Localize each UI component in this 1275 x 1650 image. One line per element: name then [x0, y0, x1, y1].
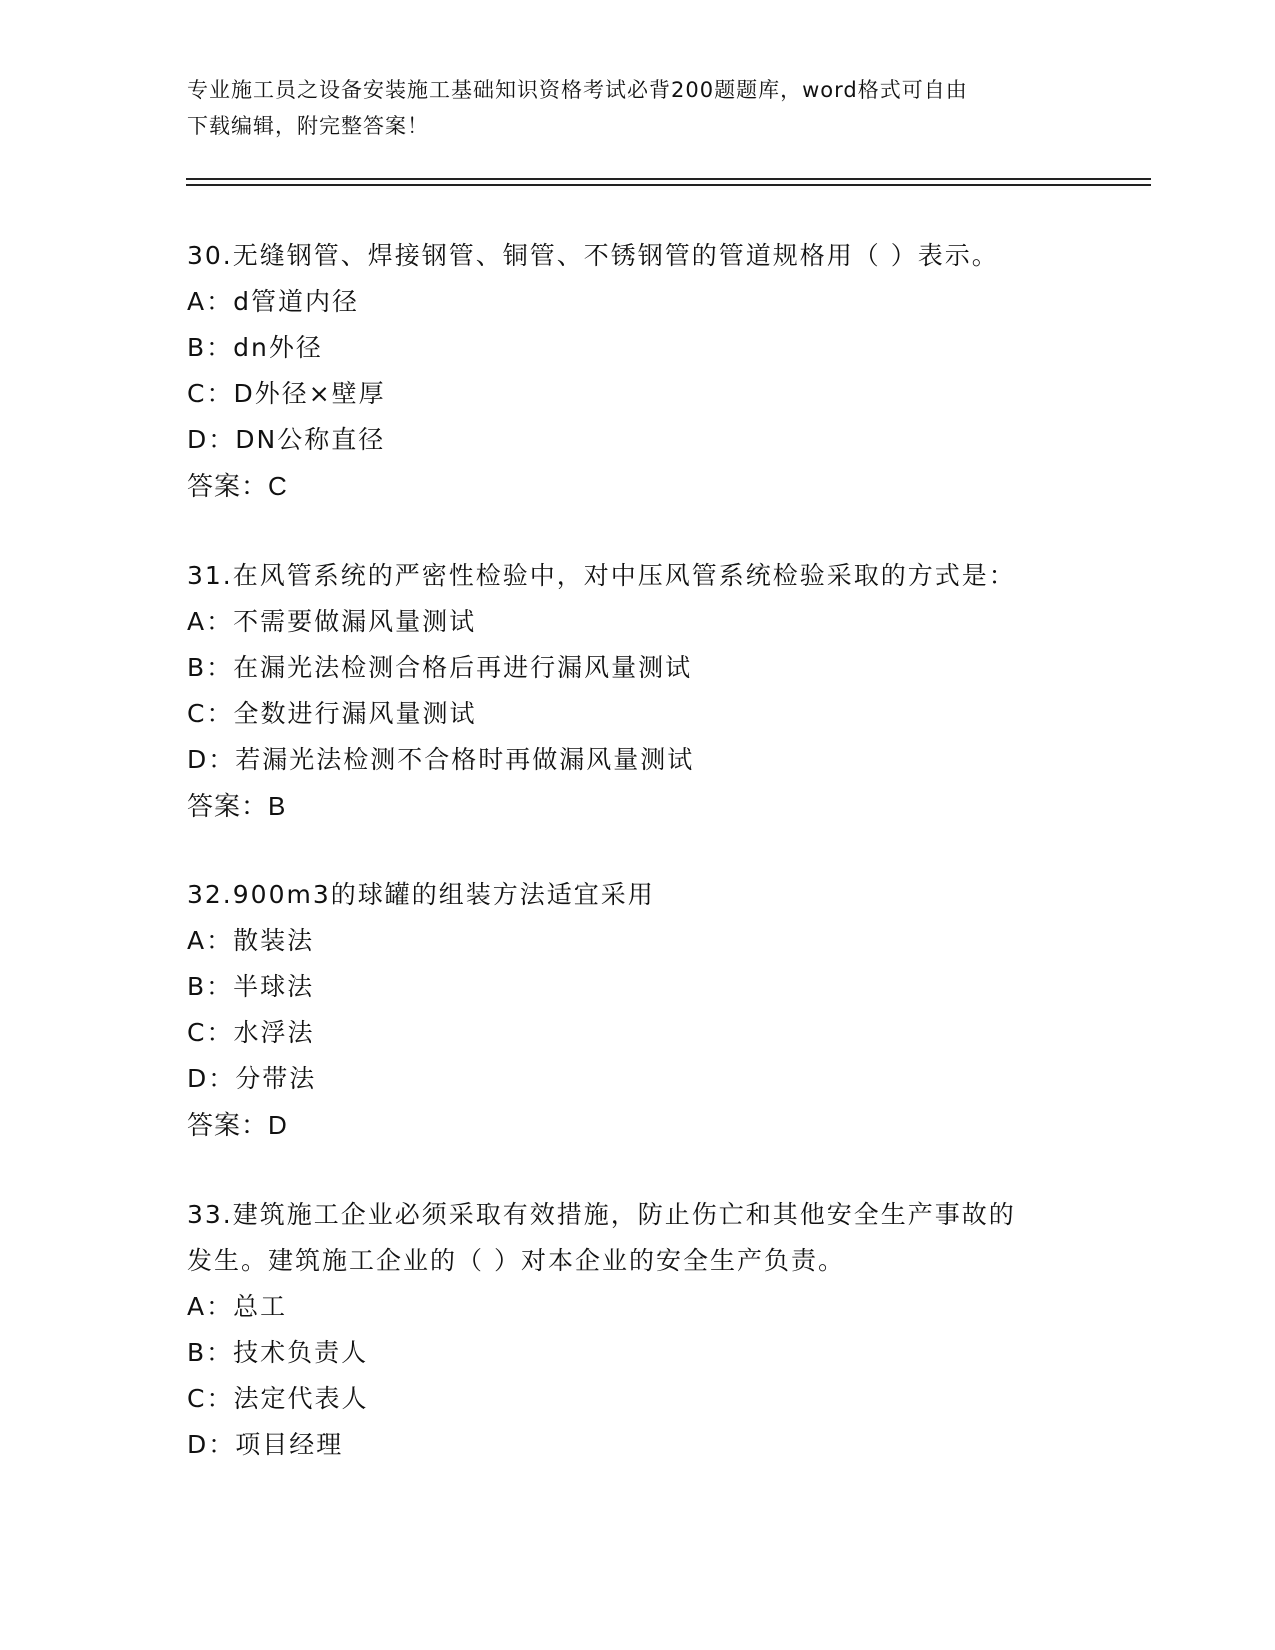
- answer-label: 答案：B: [187, 791, 287, 821]
- answer-label: 答案：D: [187, 1110, 288, 1140]
- option-b: B：技术负责人: [187, 1338, 369, 1367]
- question-stem: 31.在风管系统的严密性检验中，对中压风管系统检验采取的方式是：: [187, 561, 1016, 590]
- header-line-2: 下载编辑，附完整答案！: [187, 114, 429, 138]
- question-33: [187, 1192, 1087, 1468]
- question-31: [187, 553, 1087, 829]
- option-c: C：全数进行漏风量测试: [187, 699, 477, 728]
- header-divider-top: [186, 178, 1151, 180]
- answer-label: 答案：C: [187, 471, 288, 501]
- option-a: A：总工: [187, 1292, 288, 1321]
- option-a: A：散装法: [187, 926, 315, 955]
- question-stem-line-1: 33.建筑施工企业必须采取有效措施，防止伤亡和其他安全生产事故的: [187, 1200, 1016, 1229]
- option-b: B：半球法: [187, 972, 315, 1001]
- option-b: B：dn外径: [187, 333, 323, 362]
- option-c: C：水浮法: [187, 1018, 315, 1047]
- option-a: A：d管道内径: [187, 287, 359, 316]
- question-30: [187, 233, 1087, 509]
- option-d: D：分带法: [187, 1064, 317, 1093]
- option-d: D：DN公称直径: [187, 425, 386, 454]
- option-a: A：不需要做漏风量测试: [187, 607, 477, 636]
- question-32: [187, 872, 1087, 1148]
- question-stem: 30.无缝钢管、焊接钢管、铜管、不锈钢管的管道规格用（ ）表示。: [187, 241, 999, 270]
- option-d: D：若漏光法检测不合格时再做漏风量测试: [187, 745, 695, 774]
- header-line-1: 专业施工员之设备安装施工基础知识资格考试必背200题题库，word格式可自由: [187, 78, 968, 102]
- header-divider-bottom: [186, 184, 1151, 186]
- option-d: D：项目经理: [187, 1430, 344, 1459]
- question-stem-line-2: 发生。建筑施工企业的（ ）对本企业的安全生产负责。: [187, 1246, 845, 1275]
- option-b: B：在漏光法检测合格后再进行漏风量测试: [187, 653, 693, 682]
- option-c: C：D外径×壁厚: [187, 379, 386, 408]
- document-header: [187, 72, 1067, 144]
- option-c: C：法定代表人: [187, 1384, 369, 1413]
- question-stem: 32.900m3的球罐的组装方法适宜采用: [187, 880, 655, 909]
